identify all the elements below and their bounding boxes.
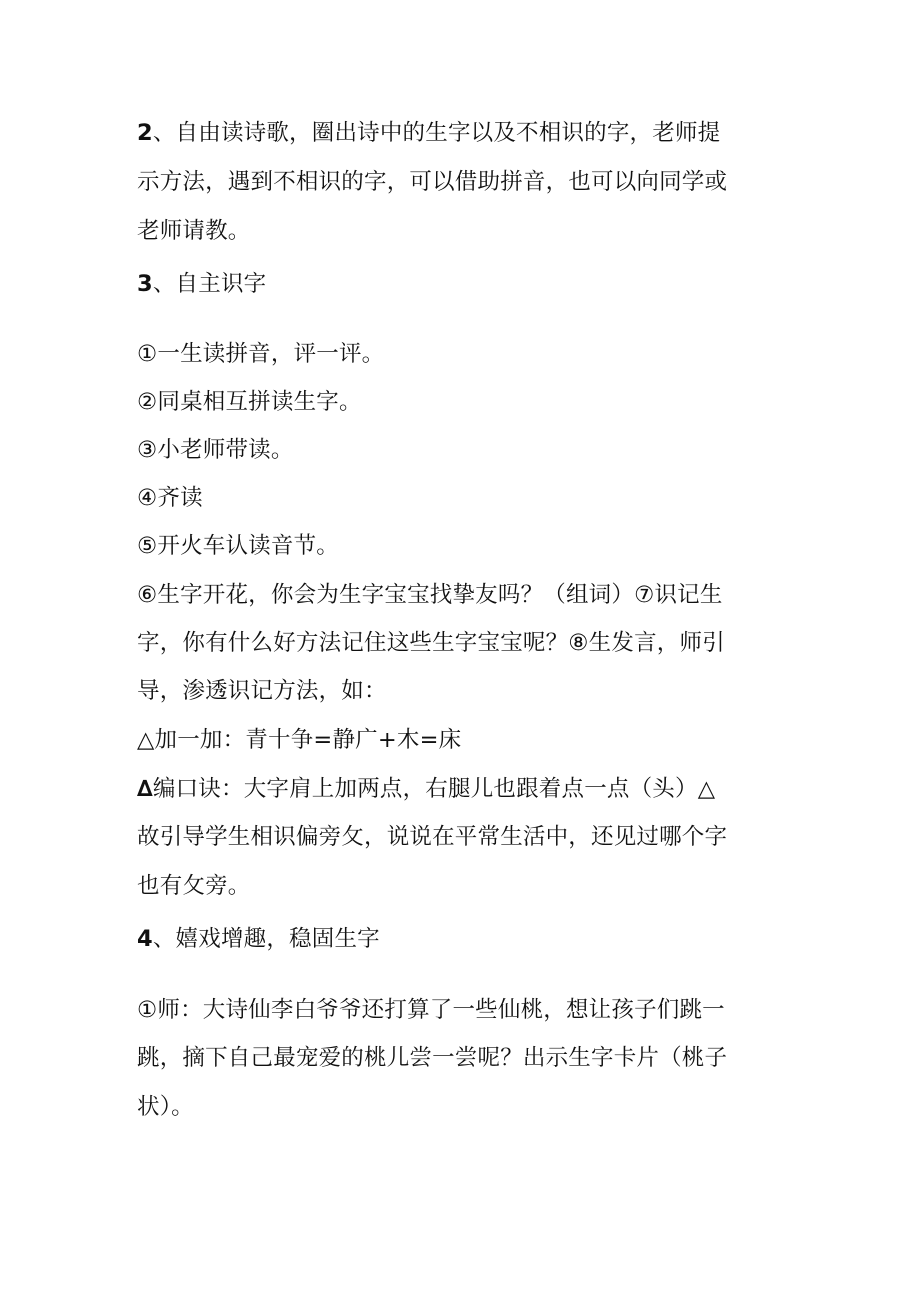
section4-heading <box>137 924 380 954</box>
example-rhyme-text-1: 编口诀：大字肩上加两点，右腿儿也跟着点一点（头）△ <box>152 776 716 802</box>
example-rhyme-line-1 <box>137 774 715 804</box>
section3-heading-text: 、自主识字 <box>152 271 267 297</box>
section2-line-3: 老师请教。 <box>137 218 251 244</box>
section4-para-line-3: 状）。 <box>137 1094 194 1120</box>
section3-number: 3 <box>137 271 153 297</box>
section3-step-4: ④齐读 <box>137 485 203 511</box>
example-rhyme-line-3: 也有攵旁。 <box>137 873 251 899</box>
example-rhyme-line-2: 故引导学生相识偏旁攵，说说在平常生活中，还见过哪个字 <box>137 824 728 850</box>
section2-line-1 <box>137 118 720 148</box>
section3-step-1: ①一生读拼音，评一评。 <box>137 341 385 367</box>
section4-heading-text: 、嬉戏增趣，稳固生字 <box>152 926 380 952</box>
section3-heading <box>137 269 266 299</box>
section3-step6-line-2: 字，你有什么好方法记住这些生字宝宝呢？⑧生发言，师引 <box>137 630 725 656</box>
example-add: △加一加：青十争=静广+木=床 <box>137 727 462 753</box>
section2-line-2: 示方法，遇到不相识的字，可以借助拼音，也可以向同学或 <box>137 169 728 195</box>
section3-step-3: ③小老师带读。 <box>137 437 294 463</box>
section2-text-1: 、自由读诗歌，圈出诗中的生字以及不相识的字，老师提 <box>152 120 721 146</box>
section3-step-2: ②同桌相互拼读生字。 <box>137 389 362 415</box>
section3-step6-line-1: ⑥生字开花，你会为生字宝宝找挚友吗？（组词）⑦识记生 <box>137 582 723 608</box>
delta-mark-icon: ∆ <box>137 776 153 802</box>
section3-step-5: ⑤开火车认读音节。 <box>137 533 339 559</box>
section2-number: 2 <box>137 120 153 146</box>
section4-para-line-1: ①师：大诗仙李白爷爷还打算了一些仙桃，想让孩子们跳一 <box>137 997 725 1023</box>
section3-step6-line-3: 导，渗透识记方法，如： <box>137 678 387 704</box>
section4-number: 4 <box>137 926 153 952</box>
section4-para-line-2: 跳，摘下自己最宠爱的桃儿尝一尝呢？出示生字卡片（桃子 <box>137 1045 728 1071</box>
